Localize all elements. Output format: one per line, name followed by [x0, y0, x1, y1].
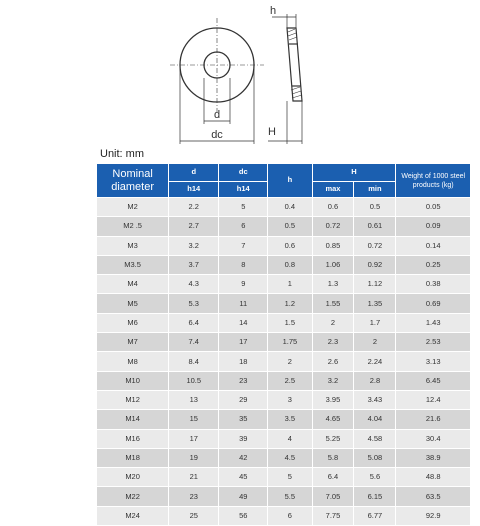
cell-weight: 0.05 [396, 198, 471, 217]
table-row [97, 198, 471, 217]
header-d-tolerance: h14 [169, 182, 219, 198]
cell-h: 3.5 [268, 410, 312, 429]
cell-H-max: 2.3 [312, 333, 354, 352]
header-dc-tolerance: h14 [219, 182, 268, 198]
cell-h: 0.4 [268, 198, 312, 217]
cell-nominal: M2 .5 [97, 217, 169, 236]
label-d: d [213, 109, 221, 121]
cell-H-min: 6.77 [354, 506, 396, 525]
cell-weight: 63.5 [396, 487, 471, 506]
cell-d: 5.3 [169, 294, 219, 313]
cell-nominal: M8 [97, 352, 169, 371]
cell-weight: 48.8 [396, 468, 471, 487]
header-h: h [268, 164, 312, 198]
cell-H-max: 3.2 [312, 371, 354, 390]
cell-H-max: 6.4 [312, 468, 354, 487]
table-row [97, 236, 471, 255]
header-dc: dc [219, 164, 268, 182]
cell-weight: 0.09 [396, 217, 471, 236]
cell-H-min: 4.04 [354, 410, 396, 429]
cell-H-min: 5.08 [354, 448, 396, 467]
cell-H-max: 2 [312, 313, 354, 332]
cell-nominal: M24 [97, 506, 169, 525]
table-row [97, 410, 471, 429]
cell-h: 2 [268, 352, 312, 371]
header-H: H [312, 164, 396, 182]
table-row [97, 390, 471, 409]
cell-H-min: 3.43 [354, 390, 396, 409]
cell-H-min: 0.72 [354, 236, 396, 255]
cell-weight: 0.69 [396, 294, 471, 313]
cell-h: 0.8 [268, 255, 312, 274]
table-row [97, 468, 471, 487]
cell-h: 1.75 [268, 333, 312, 352]
cell-dc: 5 [219, 198, 268, 217]
label-h: h [270, 5, 277, 17]
cell-d: 21 [169, 468, 219, 487]
label-H: H [268, 126, 276, 138]
unit-label: Unit: mm [100, 148, 144, 160]
cell-dc: 35 [219, 410, 268, 429]
table-row [97, 275, 471, 294]
cell-nominal: M12 [97, 390, 169, 409]
cell-H-min: 2.24 [354, 352, 396, 371]
table-row [97, 333, 471, 352]
cell-dc: 17 [219, 333, 268, 352]
cell-weight: 3.13 [396, 352, 471, 371]
cell-dc: 23 [219, 371, 268, 390]
cell-d: 2.2 [169, 198, 219, 217]
cell-d: 3.7 [169, 255, 219, 274]
cell-H-min: 2.8 [354, 371, 396, 390]
cell-dc: 14 [219, 313, 268, 332]
cell-h: 1 [268, 275, 312, 294]
header-H-min: min [354, 182, 396, 198]
cell-H-max: 7.75 [312, 506, 354, 525]
cell-H-max: 1.55 [312, 294, 354, 313]
cell-d: 25 [169, 506, 219, 525]
cell-H-max: 1.06 [312, 255, 354, 274]
cell-dc: 9 [219, 275, 268, 294]
cell-H-max: 5.8 [312, 448, 354, 467]
cell-dc: 11 [219, 294, 268, 313]
cell-d: 17 [169, 429, 219, 448]
table-row [97, 255, 471, 274]
header-H-max: max [312, 182, 354, 198]
table-header [97, 164, 471, 198]
cell-dc: 42 [219, 448, 268, 467]
cell-H-min: 1.12 [354, 275, 396, 294]
cell-dc: 45 [219, 468, 268, 487]
cell-weight: 2.53 [396, 333, 471, 352]
label-dc: dc [211, 129, 223, 141]
washer-side-view [287, 28, 302, 101]
header-nominal-diameter: Nominal diameter [97, 164, 169, 198]
cell-H-min: 2 [354, 333, 396, 352]
cell-h: 5 [268, 468, 312, 487]
cell-d: 10.5 [169, 371, 219, 390]
cell-nominal: M4 [97, 275, 169, 294]
cell-weight: 92.9 [396, 506, 471, 525]
cell-weight: 0.14 [396, 236, 471, 255]
cell-d: 6.4 [169, 313, 219, 332]
cell-H-max: 2.6 [312, 352, 354, 371]
cell-h: 6 [268, 506, 312, 525]
cell-weight: 21.6 [396, 410, 471, 429]
cell-nominal: M18 [97, 448, 169, 467]
cell-weight: 12.4 [396, 390, 471, 409]
washer-technical-drawing [0, 0, 480, 150]
cell-weight: 1.43 [396, 313, 471, 332]
cell-dc: 6 [219, 217, 268, 236]
cell-nominal: M10 [97, 371, 169, 390]
cell-nominal: M7 [97, 333, 169, 352]
cell-nominal: M3.5 [97, 255, 169, 274]
cell-d: 3.2 [169, 236, 219, 255]
cell-nominal: M20 [97, 468, 169, 487]
washer-spec-table [96, 163, 471, 526]
cell-nominal: M2 [97, 198, 169, 217]
cell-weight: 6.45 [396, 371, 471, 390]
cell-H-min: 4.58 [354, 429, 396, 448]
cell-dc: 7 [219, 236, 268, 255]
cell-nominal: M3 [97, 236, 169, 255]
cell-nominal: M6 [97, 313, 169, 332]
cell-weight: 38.9 [396, 448, 471, 467]
cell-dc: 56 [219, 506, 268, 525]
cell-dc: 49 [219, 487, 268, 506]
cell-H-max: 0.6 [312, 198, 354, 217]
table-row [97, 487, 471, 506]
cell-H-min: 1.7 [354, 313, 396, 332]
cell-h: 4.5 [268, 448, 312, 467]
cell-H-min: 0.5 [354, 198, 396, 217]
cell-H-max: 0.85 [312, 236, 354, 255]
cell-H-min: 1.35 [354, 294, 396, 313]
cell-d: 7.4 [169, 333, 219, 352]
cell-d: 15 [169, 410, 219, 429]
table-body [97, 198, 471, 526]
center-lines [170, 18, 264, 112]
header-weight: Weight of 1000 steel products (kg) [396, 164, 471, 198]
cell-d: 2.7 [169, 217, 219, 236]
table-row [97, 506, 471, 525]
table-row [97, 217, 471, 236]
cell-h: 0.5 [268, 217, 312, 236]
cell-H-max: 4.65 [312, 410, 354, 429]
cell-h: 0.6 [268, 236, 312, 255]
table-row [97, 448, 471, 467]
cell-dc: 29 [219, 390, 268, 409]
cell-d: 13 [169, 390, 219, 409]
table-row [97, 371, 471, 390]
cell-d: 23 [169, 487, 219, 506]
cell-h: 3 [268, 390, 312, 409]
header-d: d [169, 164, 219, 182]
cell-h: 5.5 [268, 487, 312, 506]
cell-weight: 0.25 [396, 255, 471, 274]
cell-nominal: M14 [97, 410, 169, 429]
cell-H-max: 7.05 [312, 487, 354, 506]
cell-dc: 18 [219, 352, 268, 371]
cell-h: 2.5 [268, 371, 312, 390]
cell-weight: 0.38 [396, 275, 471, 294]
cell-H-max: 5.25 [312, 429, 354, 448]
cell-H-min: 0.61 [354, 217, 396, 236]
cell-H-min: 6.15 [354, 487, 396, 506]
cell-d: 4.3 [169, 275, 219, 294]
cell-H-min: 5.6 [354, 468, 396, 487]
cell-h: 4 [268, 429, 312, 448]
cell-nominal: M16 [97, 429, 169, 448]
cell-d: 19 [169, 448, 219, 467]
cell-H-min: 0.92 [354, 255, 396, 274]
cell-nominal: M22 [97, 487, 169, 506]
table-row [97, 294, 471, 313]
cell-h: 1.2 [268, 294, 312, 313]
cell-dc: 8 [219, 255, 268, 274]
table-row [97, 429, 471, 448]
cell-nominal: M5 [97, 294, 169, 313]
cell-H-max: 3.95 [312, 390, 354, 409]
cell-h: 1.5 [268, 313, 312, 332]
cell-weight: 30.4 [396, 429, 471, 448]
table-row [97, 352, 471, 371]
cell-dc: 39 [219, 429, 268, 448]
cell-H-max: 0.72 [312, 217, 354, 236]
cell-H-max: 1.3 [312, 275, 354, 294]
table-row [97, 313, 471, 332]
cell-d: 8.4 [169, 352, 219, 371]
